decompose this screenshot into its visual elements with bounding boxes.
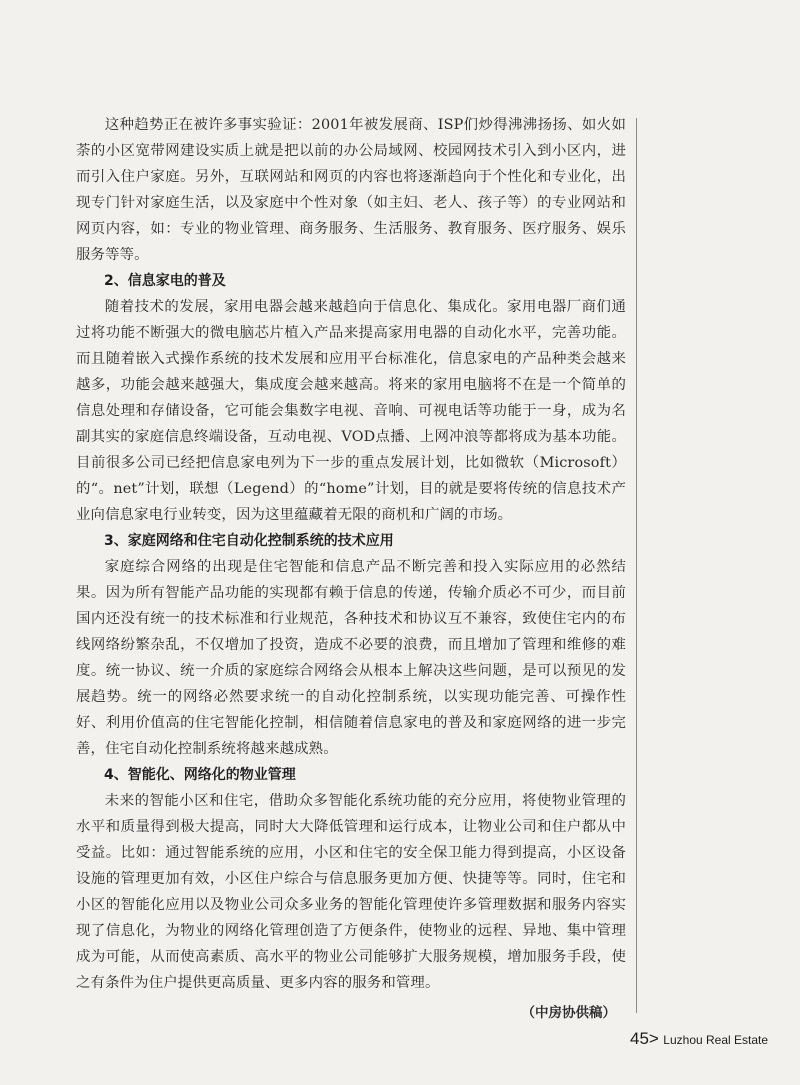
page-number: 45>	[630, 1029, 659, 1048]
source-credit: （中房协供稿）	[521, 1005, 616, 1021]
magazine-name: Luzhou Real Estate	[663, 1033, 769, 1047]
section-heading-3: 3、家庭网络和住宅自动化控制系统的技术应用	[104, 533, 394, 549]
article-body	[76, 112, 626, 1026]
paragraph-info-appliances: 随着技术的发展，家用电器会越来越趋向于信息化、集成化。家用电器厂商们通过将功能不断强大的微电脑芯片植入产品来提高家用电器的自动化水平，完善功能。而且随着嵌入式操作系统的技术发展和应用平台标准化，信息家电的产品种类会越来越多，功能会越来越强大，集成度会越来越高。将来的家用电脑将不在是一个简单的信息处理和存储设备，它可能会集数字电视、音响、可视电话等功能于一身，成为名副其实的家庭信息终端设备，互动电视、VOD点播、上网冲浪等都将成为基本功能。目前很多公司已经把信息家电列为下一步的重点发展计划，比如微软（Microsoft）的“。net”计划，联想（Legend）的“home”计划，目的就是要将传统的信息技术产业向信息家电行业转变，因为这里蕴藏着无限的商机和广阔的市场。	[76, 299, 626, 523]
section-heading-2: 2、信息家电的普及	[104, 273, 226, 289]
paragraph-property-management: 未来的智能小区和住宅，借助众多智能化系统功能的充分应用，将使物业管理的水平和质量得到极大提高，同时大大降低管理和运行成本，让物业公司和住户都从中受益。比如：通过智能系统的应用，小区和住宅的安全保卫能力得到提高，小区设备设施的管理更加有效，小区住户综合与信息服务更加方便、快捷等等。同时，住宅和小区的智能化应用以及物业公司众多业务的智能化管理使许多管理数据和服务内容实现了信息化，为物业的网络化管理创造了方便条件，使物业的远程、异地、集中管理成为可能，从而使高素质、高水平的物业公司能够扩大服务规模，增加服务手段，使之有条件为住户提供更高质量、更多内容的服务和管理。	[76, 793, 626, 991]
paragraph-intro: 这种趋势正在被许多事实验证：2001年被发展商、ISP们炒得沸沸扬扬、如火如荼的小区宽带网建设实质上就是把以前的办公局域网、校园网技术引入到小区内，进而引入住户家庭。另外，互联网站和网页的内容也将逐渐趋向于个性化和专业化，出现专门针对家庭生活，以及家庭中个性对象（如主妇、老人、孩子等）的专业网站和网页内容，如：专业的物业管理、商务服务、生活服务、教育服务、医疗服务、娱乐服务等等。	[76, 117, 626, 263]
section-heading-4: 4、智能化、网络化的物业管理	[104, 767, 296, 783]
page-footer	[630, 1029, 768, 1049]
column-rule	[636, 118, 637, 1013]
paragraph-home-network: 家庭综合网络的出现是住宅智能和信息产品不断完善和投入实际应用的必然结果。因为所有智能产品功能的实现都有赖于信息的传递，传输介质必不可少，而目前国内还没有统一的技术标准和行业规范，各种技术和协议互不兼容，致使住宅内的布线网络纷繁杂乱，不仅增加了投资，造成不必要的浪费，而且增加了管理和维修的难度。统一协议、统一介质的家庭综合网络会从根本上解决这些问题，是可以预见的发展趋势。统一的网络必然要求统一的自动化控制系统，以实现功能完善、可操作性好、利用价值高的住宅智能化控制，相信随着信息家电的普及和家庭网络的进一步完善，住宅自动化控制系统将越来越成熟。	[76, 559, 626, 757]
